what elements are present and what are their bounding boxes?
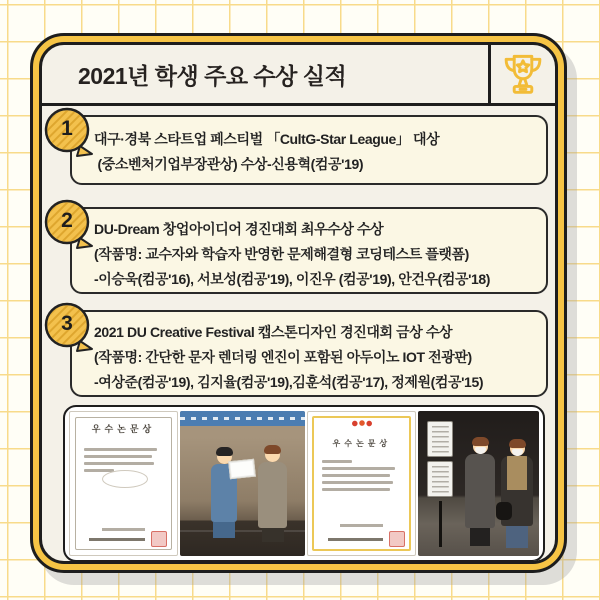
person-awardee bbox=[258, 447, 288, 542]
certificate-org-line bbox=[89, 538, 145, 542]
badge-2-number: 2 bbox=[61, 209, 73, 232]
person-awardee bbox=[464, 439, 496, 546]
award-3-line-3: -여상준(컴공'19), 김지율(컴공'19),김훈석(컴공'17), 정제원(컴공'15) bbox=[94, 374, 484, 390]
person-awardee bbox=[500, 441, 534, 548]
person-legs bbox=[262, 528, 284, 542]
trophy-box bbox=[488, 45, 555, 103]
badge-number-2 bbox=[44, 199, 96, 255]
award-item-1 bbox=[70, 115, 548, 185]
certificate-seal bbox=[102, 470, 148, 488]
badge-number-3 bbox=[44, 302, 96, 358]
person-body bbox=[258, 462, 287, 528]
award-1-line-2: (중소벤처기업부장관상) 수상-신용혁(컴공'19) bbox=[94, 156, 364, 172]
emoji-face-icon bbox=[473, 439, 488, 454]
header bbox=[42, 45, 555, 106]
certificate-date-line bbox=[102, 528, 145, 531]
person-legs bbox=[213, 522, 235, 538]
award-3-line-2: (작품명: 간단한 문자 렌더링 엔진이 포함된 아두이노 IOT 전광판) bbox=[94, 349, 472, 365]
red-stamp-icon bbox=[151, 531, 167, 547]
certificate-body-text bbox=[322, 460, 401, 495]
certificate-folder bbox=[228, 459, 256, 480]
sign-panel bbox=[427, 421, 453, 457]
society-logo-icon bbox=[350, 419, 374, 428]
badge-3-number: 3 bbox=[61, 312, 73, 335]
trophy-icon bbox=[501, 51, 545, 97]
certificate-org-line bbox=[328, 538, 384, 542]
page-title: 2021년 학생 주요 수상 실적 bbox=[78, 62, 347, 89]
red-stamp-icon bbox=[389, 531, 405, 547]
bag bbox=[496, 502, 512, 520]
stage-banner bbox=[180, 411, 305, 426]
slide-card-inner bbox=[39, 42, 558, 564]
award-item-2 bbox=[70, 207, 548, 294]
award-2-line-1: DU-Dream 창업아이디어 경진대회 최우수상 수상 bbox=[94, 221, 384, 237]
emoji-face-icon bbox=[510, 441, 525, 456]
sign-board bbox=[427, 421, 453, 547]
award-ceremony-photo bbox=[180, 411, 305, 556]
award-3-line-1: 2021 DU Creative Festival 캡스톤디자인 경진대회 금상 수상 bbox=[94, 324, 453, 340]
photo-strip bbox=[63, 405, 545, 562]
award-2-line-3: -이승욱(컴공'16), 서보성(컴공'19), 이진우 (컴공'19), 안건우(컴공'18) bbox=[94, 271, 491, 287]
badge-1-number: 1 bbox=[61, 117, 73, 140]
award-1-line-1: 대구·경북 스타트업 페스티벌 「CultG-Star League」 대상 bbox=[94, 131, 440, 147]
awardees-photo bbox=[418, 411, 539, 556]
badge-number-1 bbox=[44, 107, 96, 163]
person-legs bbox=[470, 528, 490, 546]
award-certificate-photo-2 bbox=[307, 411, 416, 556]
certificate-title: 우수논문상 bbox=[332, 439, 392, 448]
slide-card bbox=[30, 33, 567, 573]
award-2-line-2: (작품명: 교수자와 학습자 반영한 문제해결형 코딩테스트 플랫폼) bbox=[94, 246, 469, 262]
award-certificate-photo-1 bbox=[69, 411, 178, 556]
person-legs bbox=[506, 526, 528, 548]
person-body bbox=[465, 454, 495, 528]
certificate-title: 우수논문상 bbox=[91, 424, 156, 434]
award-item-3 bbox=[70, 310, 548, 397]
certificate-date-line bbox=[340, 524, 383, 527]
emoji-face-icon bbox=[265, 447, 280, 462]
sign-panel bbox=[427, 461, 453, 497]
sign-stand bbox=[439, 501, 442, 547]
